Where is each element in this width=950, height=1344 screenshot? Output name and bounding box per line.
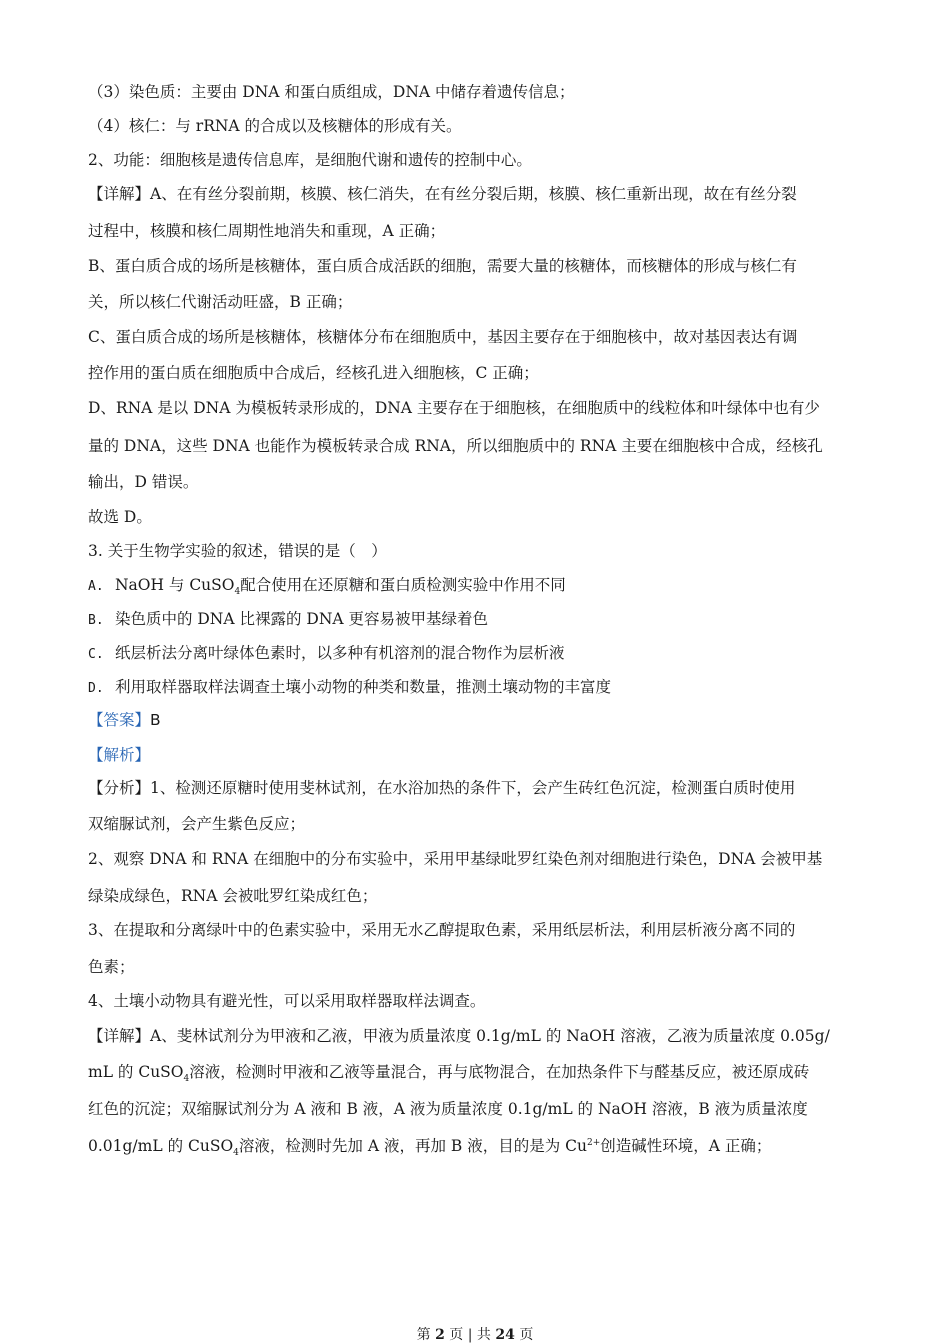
text-line: 2、功能：细胞核是遗传信息库，是细胞代谢和遗传的控制中心。 [88,151,532,169]
text-line: 【分析】1、检测还原糖时使用斐林试剂，在水浴加热的条件下，会产生砖红色沉淀，检测蛋白质时使用 [88,779,796,797]
text-line: 控作用的蛋白质在细胞质中合成后，经核孔进入细胞核，C 正确； [88,364,539,382]
option-label: B. [88,613,104,628]
footer-text: 页 | 共 [444,1327,496,1343]
analysis-tag [88,745,868,765]
text-line: 红色的沉淀；双缩脲试剂分为 A 液和 B 液，A 液为质量浓度 0.1g/mL 的 NaOH 溶液，B 液为质量浓度 [88,1100,808,1118]
analysis-label: 【解析】 [88,746,151,764]
text-line: （3）染色质：主要由 DNA 和蛋白质组成，DNA 中储存着遗传信息； [88,83,575,101]
option-text: NaOH 与 CuSO [114,576,235,594]
option-label: D. [88,681,104,696]
answer-tag: 【答案】 [88,711,151,729]
text-line: 故选 D。 [88,508,152,526]
option-label: C. [88,647,104,662]
option-label: A. [88,579,104,594]
text-line: 4、土壤小动物具有避光性，可以采用取样器取样法调查。 [88,992,486,1010]
text-line: 量的 DNA，这些 DNA 也能作为模板转录合成 RNA，所以细胞质中的 RNA 主要在细胞核中合成，经核孔 [88,437,823,455]
text-line: 双缩脲试剂，会产生紫色反应； [88,815,306,833]
option-a [88,575,566,597]
text-line: （4）核仁：与 rRNA 的合成以及核糖体的形成有关。 [88,117,462,135]
page-number: 2 [435,1327,445,1343]
option-text: 染色质中的 DNA 比裸露的 DNA 更容易被甲基绿着色 [114,610,489,628]
text-span: 溶液，检测时甲液和乙液等量混合，再与底物混合，在加热条件下与醛基反应，被还原成砖 [189,1063,810,1081]
footer-text: 页 [514,1327,534,1343]
total-pages: 24 [495,1327,515,1343]
text-line: D、RNA 是以 DNA 为模板转录形成的，DNA 主要存在于细胞核，在细胞质中的线粒体和叶绿体中也有少 [88,399,820,417]
option-c [88,643,564,665]
text-line: B、蛋白质合成的场所是核糖体，蛋白质合成活跃的细胞，需要大量的核糖体，而核糖体的形成与核仁有 [88,257,797,275]
text-span: mL 的 CuSO [88,1063,184,1081]
option-d [88,677,611,699]
text-line: 关，所以核仁代谢活动旺盛，B 正确； [88,293,353,311]
subscript: 4 [183,1074,190,1085]
subscript: 4 [234,587,241,598]
page-footer [0,1326,950,1344]
text-line: 输出，D 错误。 [88,473,199,491]
question-title: 3. 关于生物学实验的叙述，错误的是（ ） [88,542,387,560]
text-line: 2、观察 DNA 和 RNA 在细胞中的分布实验中，采用甲基绿吡罗红染色剂对细胞进行染色，DNA 会被甲基 [88,850,823,868]
option-b [88,609,488,631]
text-line [88,1136,868,1159]
option-text: 纸层析法分离叶绿体色素时，以多种有机溶剂的混合物作为层析液 [114,644,565,662]
text-span: 创造碱性环境，A 正确； [600,1137,772,1155]
option-text: 配合使用在还原糖和蛋白质检测实验中作用不同 [240,576,566,594]
text-line [88,1062,868,1085]
subscript: 4 [233,1148,239,1159]
text-span: 溶液，检测时先加 A 液，再加 B 液，目的是为 Cu [238,1137,587,1155]
text-span: 0.01g/mL 的 CuSO [88,1137,234,1155]
option-text: 利用取样器取样法调查土壤小动物的种类和数量，推测土壤动物的丰富度 [114,678,611,696]
footer-text: 第 [416,1327,436,1343]
superscript: 2+ [586,1137,601,1148]
text-line: 【详解】A、在有丝分裂前期，核膜、核仁消失，在有丝分裂后期，核膜、核仁重新出现，故在有丝分裂 [88,185,797,203]
text-line: 过程中，核膜和核仁周期性地消失和重现，A 正确； [88,222,446,240]
answer-value: B [150,711,161,729]
text-line: 绿染成绿色，RNA 会被吡罗红染成红色； [88,887,378,905]
text-line: 3、在提取和分离绿叶中的色素实验中，采用无水乙醇提取色素，采用纸层析法，利用层析液分离不同的 [88,921,796,939]
text-line: C、蛋白质合成的场所是核糖体，核糖体分布在细胞质中，基因主要存在于细胞核中，故对基因表达有调 [88,328,798,346]
text-line: 【详解】A、斐林试剂分为甲液和乙液，甲液为质量浓度 0.1g/mL 的 NaOH 溶液，乙液为质量浓度 0.05g/ [88,1027,830,1045]
text-line: 色素； [88,958,135,976]
answer-line [88,710,868,730]
